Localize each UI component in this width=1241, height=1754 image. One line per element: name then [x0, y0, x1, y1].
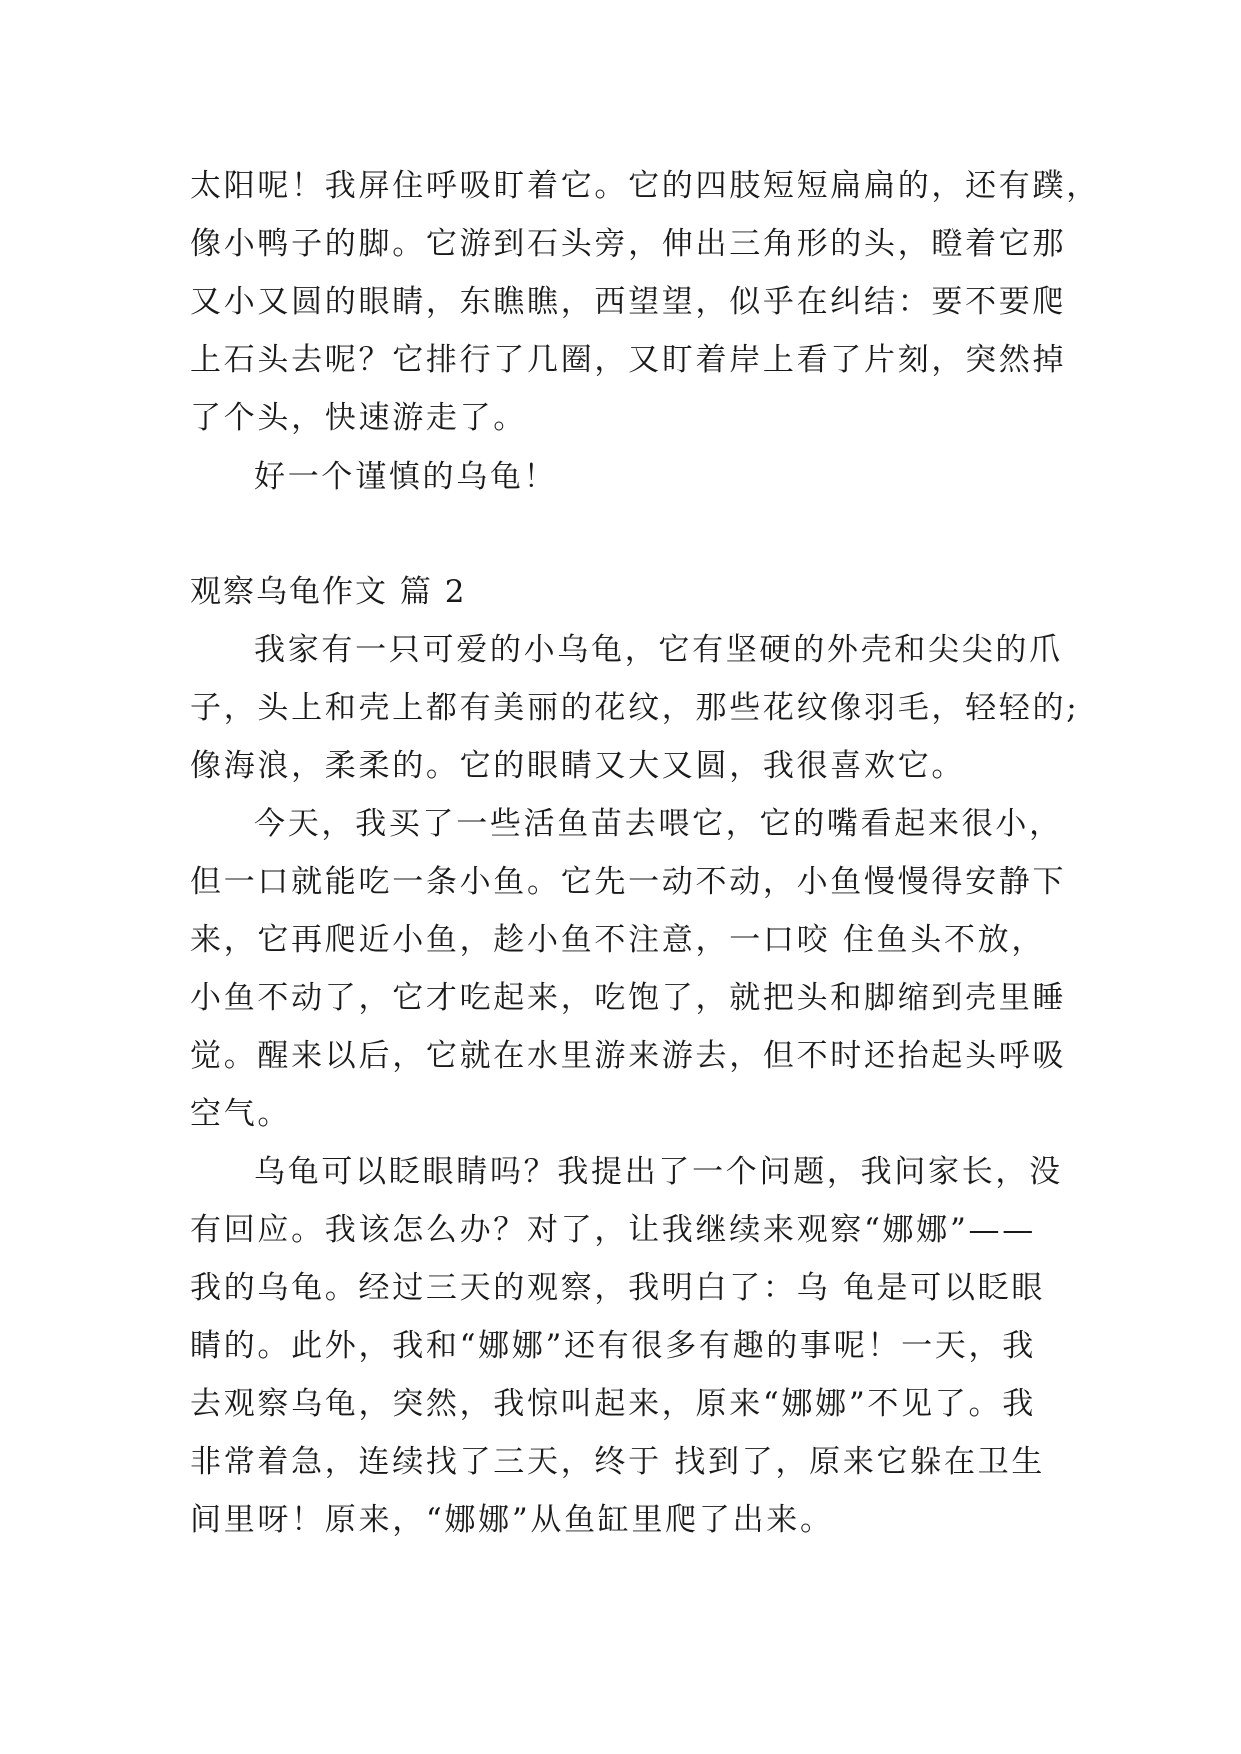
- text-line: 又小又圆的眼睛，东瞧瞧，西望望，似乎在纠结：要不要爬: [190, 284, 1067, 320]
- text-line: 乌龟可以眨眼睛吗？我提出了一个问题，我问家长，没: [254, 1154, 1063, 1190]
- text-line: 间里呀！原来，“娜娜”从鱼缸里爬了出来。: [190, 1502, 834, 1538]
- closing-line: 好一个谨慎的乌龟！: [254, 459, 558, 495]
- text-line: 去观察乌龟，突然，我惊叫起来，原来“娜娜”不见了。我: [190, 1386, 1036, 1422]
- text-line: 我的乌龟。经过三天的观察，我明白了：乌 龟是可以眨眼: [190, 1270, 1046, 1306]
- text-line: 今天，我买了一些活鱼苗去喂它，它的嘴看起来很小，: [254, 806, 1063, 842]
- text-line: 有回应。我该怎么办？对了，让我继续来观察“娜娜”——: [190, 1212, 1036, 1248]
- text-line: 太阳呢！我屏住呼吸盯着它。它的四肢短短扁扁的，还有蹼，: [190, 168, 1100, 204]
- text-line: 小鱼不动了，它才吃起来，吃饱了，就把头和脚缩到壳里睡: [190, 980, 1067, 1016]
- text-line: 来，它再爬近小鱼，趁小鱼不注意，一口咬 住鱼头不放，: [190, 922, 1046, 958]
- text-line: 了个头，快速游走了。: [190, 400, 527, 436]
- text-line: 上石头去呢？它排行了几圈，又盯着岸上看了片刻，突然掉: [190, 342, 1067, 378]
- text-line: 非常着急，连续找了三天，终于 找到了，原来它躲在卫生: [190, 1444, 1046, 1480]
- text-line: 我家有一只可爱的小乌龟，它有坚硬的外壳和尖尖的爪: [254, 632, 1063, 668]
- text-line: 子，头上和壳上都有美丽的花纹，那些花纹像羽毛，轻轻的;: [190, 690, 1080, 726]
- text-line: 睛的。此外，我和“娜娜”还有很多有趣的事呢！一天，我: [190, 1328, 1036, 1364]
- text-line: 像海浪，柔柔的。它的眼睛又大又圆，我很喜欢它。: [190, 748, 966, 784]
- text-line: 但一口就能吃一条小鱼。它先一动不动，小鱼慢慢得安静下: [190, 864, 1067, 900]
- text-line: 像小鸭子的脚。它游到石头旁，伸出三角形的头，瞪着它那: [190, 226, 1067, 262]
- text-line: 空气。: [190, 1096, 292, 1132]
- text-line: 觉。醒来以后，它就在水里游来游去，但不时还抬起头呼吸: [190, 1038, 1067, 1074]
- section-title: 观察乌龟作文 篇 2: [190, 574, 467, 610]
